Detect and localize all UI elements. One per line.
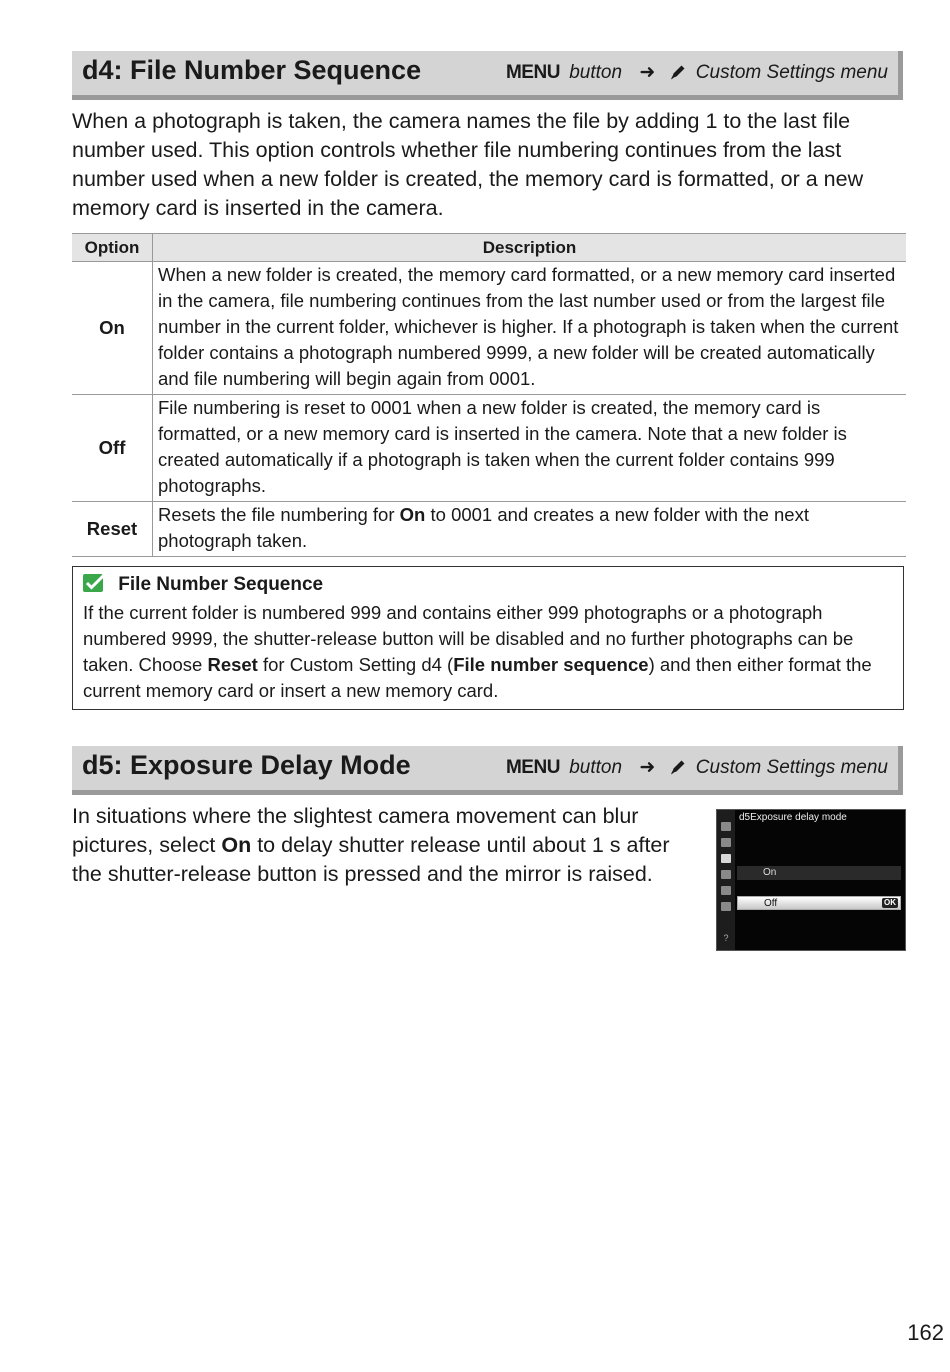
pencil-icon bbox=[669, 63, 687, 81]
custom-settings-menu-label: Custom Settings menu bbox=[695, 757, 888, 778]
description-cell: When a new folder is created, the memory card formatted, or a new memory card inserted in the camera, file numbering continues from the last number used or from the largest file number in the current folder, whichever is higher. If a photograph is taken when the current folder contains a photograph numbered 9999, a new folder will be created automatically and file numbering will begin again from 0001. bbox=[153, 262, 907, 395]
menu-label: MENU bbox=[505, 62, 560, 83]
description-bold: On bbox=[399, 504, 426, 525]
description-text: to 0001 and creates a new folder with the next photograph taken. bbox=[158, 504, 809, 551]
setup-menu-icon bbox=[721, 870, 731, 879]
table-header-row bbox=[72, 234, 906, 262]
note-title-text: File Number Sequence bbox=[118, 574, 324, 595]
d5-section-header bbox=[72, 746, 903, 795]
option-cell: Reset bbox=[72, 502, 153, 557]
d5-intro-text: In situations where the slightest camera movement can blur pictures, select bbox=[72, 804, 639, 857]
d4-options-table bbox=[72, 233, 906, 557]
menu-label: MENU bbox=[505, 757, 560, 778]
note-text: ) and then either format the current memory card or insert a new memory card. bbox=[83, 654, 872, 701]
screen-title: d5Exposure delay mode bbox=[739, 812, 847, 823]
note-bold: File number sequence bbox=[453, 654, 649, 675]
page-number: 162 bbox=[907, 1320, 944, 1345]
shooting-menu-icon bbox=[721, 838, 731, 847]
table-row bbox=[72, 395, 906, 502]
d5-intro-text: to delay shutter release until about 1 s after the shutter-release button is pressed and the mirror is raised. bbox=[72, 833, 670, 886]
description-cell: File numbering is reset to 0001 when a new folder is created, the memory card is formatted, or a new memory card is inserted in the camera. Note that a new folder is created automatically if a photograph is taken when the current folder contains 999 photographs. bbox=[153, 395, 907, 502]
d5-menu-path bbox=[506, 756, 888, 779]
menu-option-off-label: Off bbox=[764, 898, 778, 909]
help-icon: ? bbox=[723, 933, 729, 943]
d4-menu-path bbox=[506, 61, 888, 84]
note-text: for Custom Setting d4 ( bbox=[257, 654, 454, 675]
d5-intro-bold: On bbox=[221, 833, 252, 857]
button-label: button bbox=[569, 757, 623, 778]
description-cell bbox=[153, 502, 907, 557]
option-column-header: Option bbox=[72, 234, 153, 262]
playback-menu-icon bbox=[721, 822, 731, 831]
retouch-menu-icon bbox=[721, 886, 731, 895]
menu-sidebar bbox=[717, 810, 735, 950]
arrow-icon: ➜ bbox=[639, 62, 656, 83]
description-text: Resets the file numbering for bbox=[158, 504, 400, 525]
ok-icon: OK bbox=[884, 898, 896, 907]
d5-intro bbox=[72, 802, 700, 889]
table-row bbox=[72, 262, 906, 395]
button-label: button bbox=[569, 62, 623, 83]
camera-menu-screenshot bbox=[716, 809, 906, 951]
arrow-icon: ➜ bbox=[639, 757, 656, 778]
menu-option-off bbox=[737, 896, 901, 910]
pencil-icon bbox=[669, 758, 687, 776]
d4-intro: When a photograph is taken, the camera names the file by adding 1 to the last file number used. This option controls whether file numbering continues from the last number used when a new folder is created, the memory card is formatted, or a new memory card is inserted in the camera. bbox=[72, 109, 864, 220]
check-icon bbox=[83, 573, 105, 593]
custom-settings-menu-label: Custom Settings menu bbox=[695, 62, 888, 83]
option-cell: Off bbox=[72, 395, 153, 502]
note-box bbox=[72, 566, 904, 710]
menu-option-on: On bbox=[737, 866, 901, 880]
note-body bbox=[83, 600, 898, 704]
d4-title: d4: File Number Sequence bbox=[82, 55, 422, 85]
note-text: If the current folder is numbered 999 and contains either 999 photographs or a photograph numbered 9999, the shutter-release button will be disabled and no further photographs can be taken. Choose bbox=[83, 602, 854, 675]
option-cell: On bbox=[72, 262, 153, 395]
table-row bbox=[72, 502, 906, 557]
note-bold: Reset bbox=[207, 654, 258, 675]
d5-title: d5: Exposure Delay Mode bbox=[82, 750, 411, 780]
description-column-header: Description bbox=[153, 234, 907, 262]
custom-settings-icon bbox=[721, 854, 731, 863]
d4-section-header bbox=[72, 51, 903, 100]
my-menu-icon bbox=[721, 902, 731, 911]
note-title bbox=[83, 573, 323, 596]
